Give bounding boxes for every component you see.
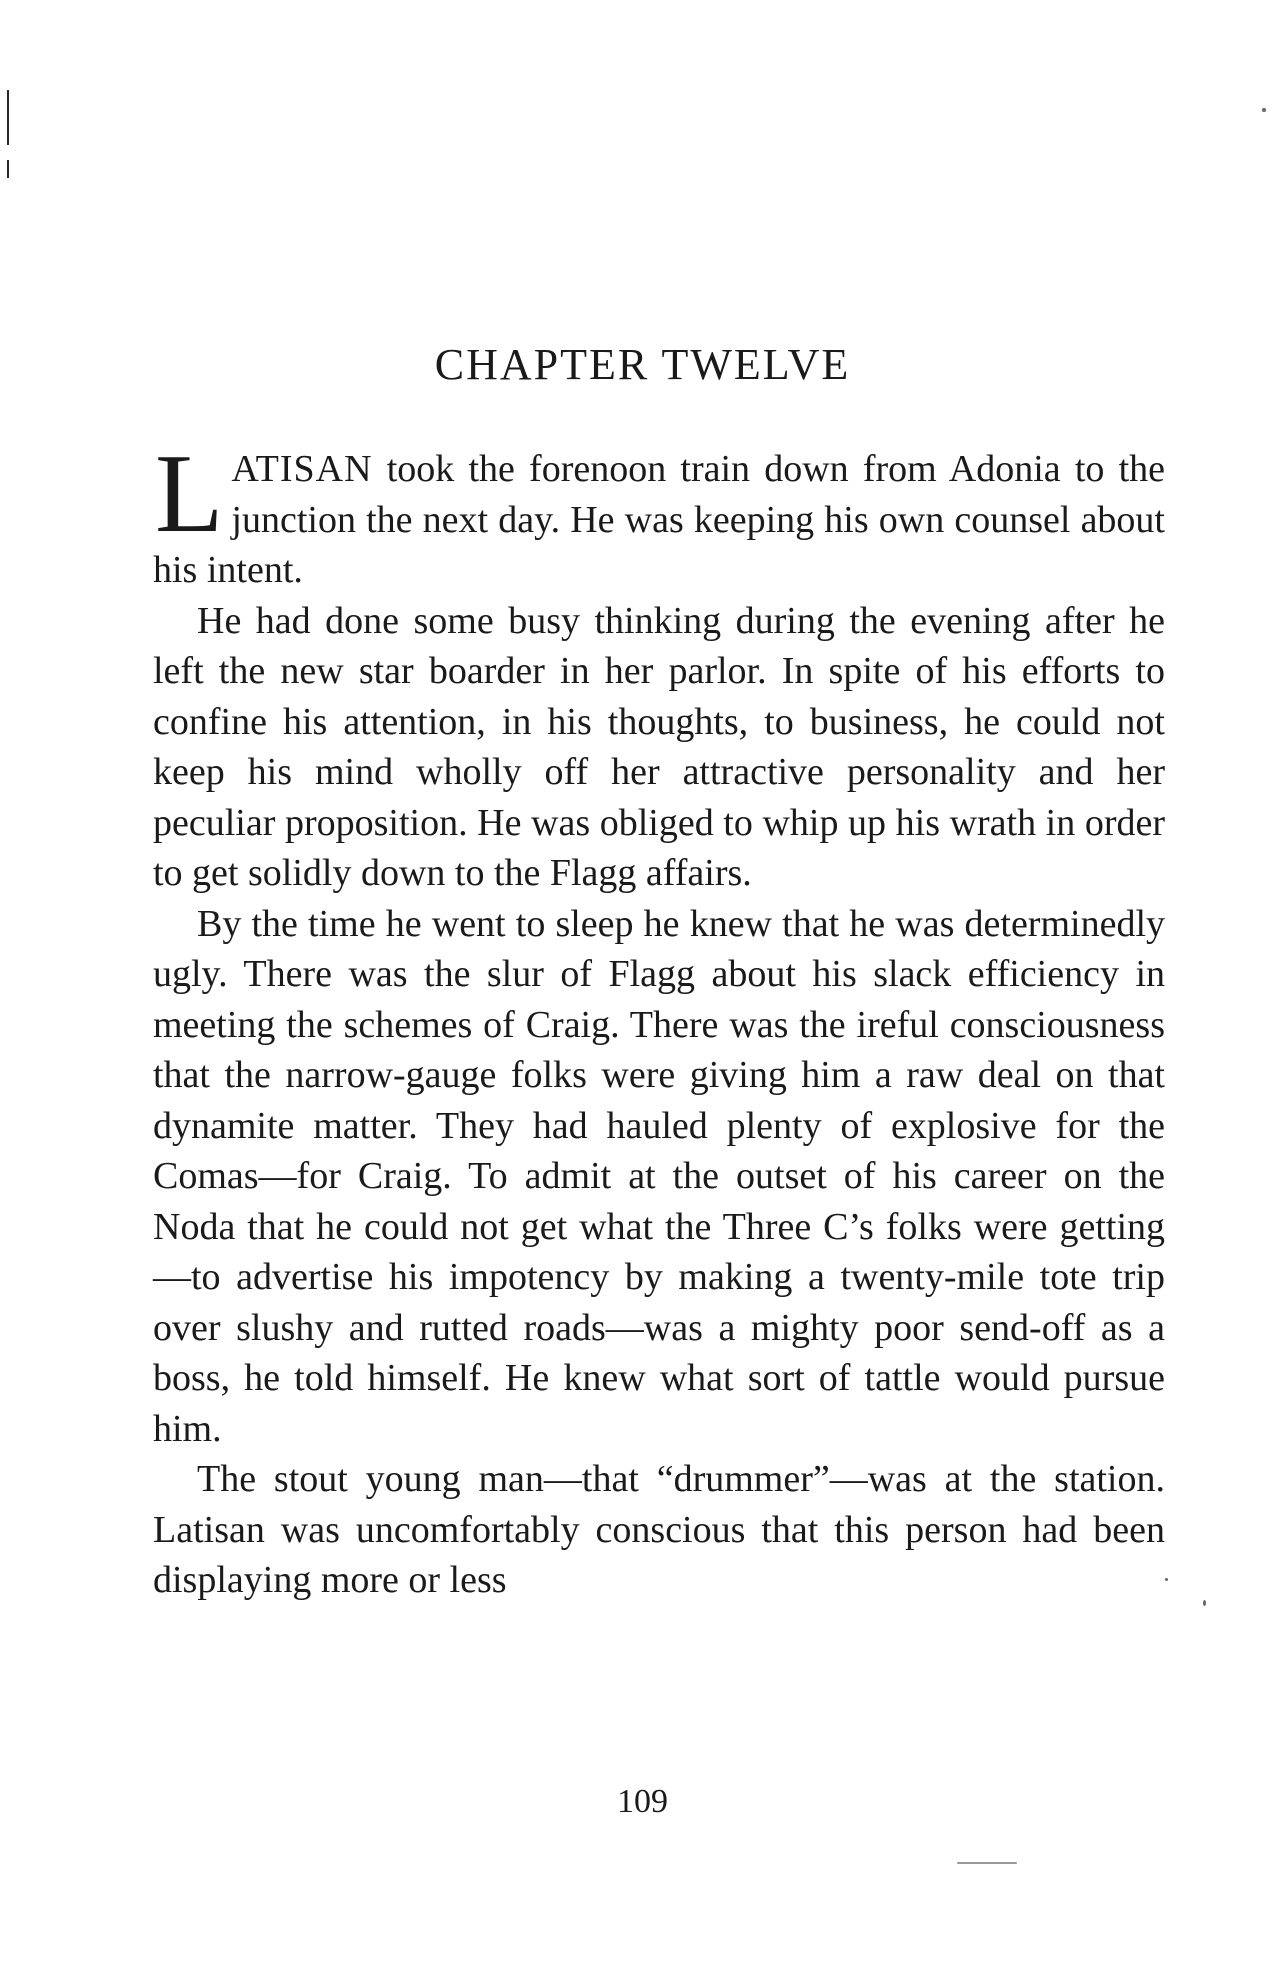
paragraph-3: By the time he went to sleep he knew that he was determinedly ugly. There was the slur of Flagg about his slack efficiency in meeting the schemes of Craig. There was the ireful consciousness that the narrow-gauge folks were giving him a raw deal on that dynamite matter. They had hauled plenty of explosive for the Comas—for Craig. To admit at the outset of his career on the Noda that he could not get what the Three C’s folks were getting—to advertise his impotency by making a twenty-mile tote trip over slushy and rutted roads—was a mighty poor send-off as a boss, he told himself. He knew what sort of tattle would pursue him.: [153, 902, 1165, 1450]
paper-speck: [957, 1862, 1017, 1864]
margin-mark: [7, 90, 9, 145]
drop-cap: L: [155, 432, 224, 556]
paragraph-1: [153, 432, 1165, 596]
chapter-title: CHAPTER TWELVE: [434, 340, 851, 389]
paragraph-2: He had done some busy thinking during the evening after he left the new star boarder in her parlor. In spite of his efforts to confine his attention, in his thoughts, to business, he could not keep his mind wholly off her attractive personality and her peculiar proposition. He was obliged to whip up his wrath in order to get solidly down to the Flagg affairs.: [153, 599, 1165, 894]
paper-speck: [1262, 108, 1266, 112]
lead-in-caps: ATISAN: [231, 448, 373, 490]
paper-speck: [1203, 1600, 1206, 1606]
paper-speck: [1165, 1578, 1168, 1581]
page-number: 109: [617, 1783, 668, 1820]
margin-mark: [7, 160, 9, 178]
paragraph-1-text: took the forenoon train down from Adonia to the junction the next day. He was keeping his own counsel about his intent.: [153, 448, 1165, 591]
paragraph-4: The stout young man—that “drummer”—was at the station. Latisan was uncomfortably conscious that this person had been displaying more or less: [153, 1458, 1165, 1601]
body-text: [153, 432, 1165, 1606]
